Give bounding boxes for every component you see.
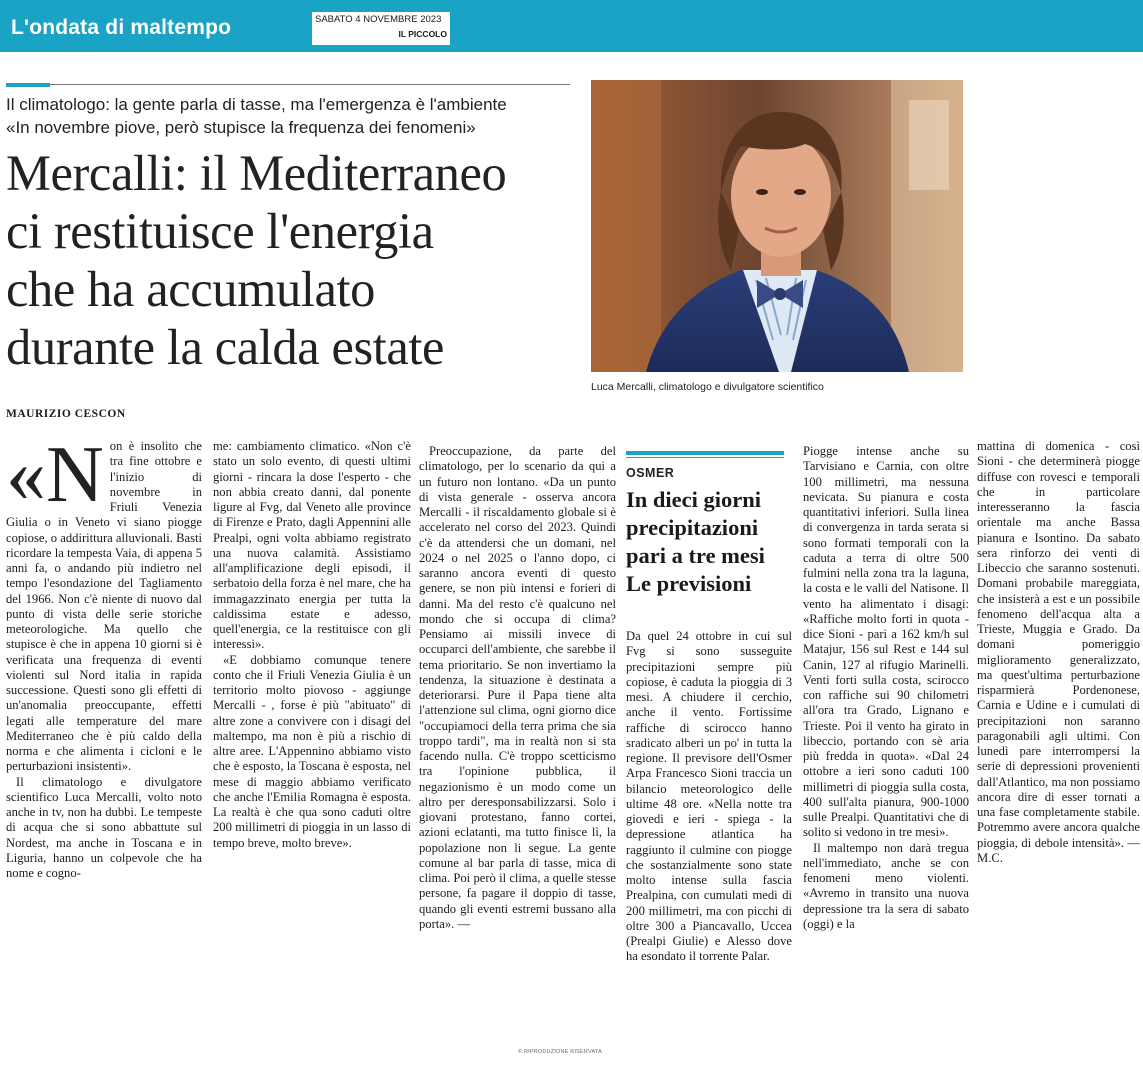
paragraph: Il climatologo e divulgatore scientifico Luca Mercalli, volto noto anche in tv, non ha dubbi. Le tempeste di acqua che si sono abbattute sul Nordest, ma anche in Toscana e in Liguria, hanno un colpevole che ha nome e cogno- [6, 774, 202, 880]
section-title: L'ondata di maltempo [11, 16, 232, 39]
kicker-line: «In novembre piove, però stupisce la frequenza dei fenomeni» [6, 118, 476, 137]
drop-cap: «N [6, 431, 104, 519]
headline-line: ci restituisce l'energia [6, 203, 434, 259]
paragraph: mattina di domenica - così Sioni - che determinerà piogge diffuse con rovesci e temporali che in particolare interesseranno la fascia orientale ma anche Bassa pianura e Isontino. Da sabato sera rinforzo dei venti di Libeccio che saranno sostenuti. Domani probabile mareggiata, che insisterà a est e un possibile fenomeno dell'acqua alta a Trieste, Muggia e Grado. Da domani pomeriggio miglioramento generalizzato, ma quest'ultima perturbazione risparmierà Pordenonese, Carnia e Udine e i cumulati di precipitazioni non saranno paragonabili agli ultimi. Con lunedì pare interrompersi la serie di depressioni provenienti dall'Atlantico, ma non possiamo ancora dire di esser tornati a una fase completamente stabile. Potremmo avere ancora qualche pioggia, di debole intensità». — M.C. [977, 439, 1140, 865]
article-column-3 [419, 444, 616, 932]
sidebar-accent [626, 451, 784, 455]
article-kicker [6, 93, 507, 139]
section-header-bar [0, 0, 1143, 52]
sidebar-headline-line: In dieci giorni [626, 487, 762, 512]
portrait-photo [591, 80, 963, 372]
photo-caption: Luca Mercalli, climatologo e divulgatore scientifico [591, 381, 824, 393]
sidebar-headline-line: Le previsioni [626, 571, 752, 596]
sidebar-column-3 [977, 439, 1140, 866]
kicker-rule [50, 84, 570, 85]
paragraph: «E dobbiamo comunque tenere conto che il Friuli Venezia Giulia è un territorio molto piovoso - aggiunge Mercalli - , forse è più "abituato" di altre zone a convivere con i disagi del maltempo, ma non è più a rischio di altre aree. L'Appennino abbiamo visto che è esposto, la Toscana è esposta, nel mese di maggio abbiamo verificato che anche l'Emilia Romagna è esposta. La realtà è che qua sono caduti oltre 200 millimetri di pioggia in un lasso di tempo breve, molto breve». [213, 652, 411, 850]
byline: MAURIZIO CESCON [6, 408, 126, 420]
copyright-note: © RIPRODUZIONE RISERVATA [518, 1049, 602, 1055]
newspaper-name: IL PICCOLO [398, 29, 447, 39]
sidebar-rule [626, 457, 784, 458]
paragraph: Il maltempo non darà tregua nell'immediato, anche se con fenomeni meno violenti. «Avremo in transito una nuova depressione tra la sera di sabato (oggi) e la [803, 840, 969, 931]
article-headline [6, 144, 576, 376]
article-column-1 [6, 431, 202, 881]
date-box [312, 12, 450, 45]
headline-line: Mercalli: il Mediterraneo [6, 145, 507, 201]
sidebar-headline-line: precipitazioni [626, 515, 759, 540]
issue-date: SABATO 4 NOVEMBRE 2023 [315, 14, 442, 25]
article-column-2 [213, 439, 411, 851]
sidebar-headline-line: pari a tre mesi [626, 543, 765, 568]
paragraph: Da quel 24 ottobre in cui sul Fvg si sono susseguite precipitazioni sempre più copiose, è caduta la pioggia di 3 mesi. A chiudere il cerchio, anche il vento. Fortissime raffiche di scirocco hanno sradicato alberi un po' in tutta la regione. Il previsore dell'Osmer Arpa Francesco Sioni traccia un bilancio meteorologico delle ultime 48 ore. «Nella notte tra giovedì e ieri - spiega - la depressione atlantica ha raggiunto il culmine con piogge che sostanzialmente sono state molto intense sulla fascia Prealpina, con cumulati medi di 200 millimetri, ma con picchi di oltre 300 a Piancavallo, Uccea (Prealpi Giulie) e Alesso dove ha esondato il torrente Palar. [626, 629, 792, 964]
paragraph: Piogge intense anche su Tarvisiano e Carnia, con oltre 100 millimetri, ma nessuna nevicata. Su pianura e costa quantitativi inferiori. Sulla linea di convergenza in tarda serata si sono formati temporali con la caduta a terra di oltre 500 fulmini nella zona tra la laguna, la costa e le valli del Natisone. Il vento ha alimentato i disagi: «Raffiche molto forti in quota - dice Sioni - pari a 162 km/h sul Matajur, 156 sul Rest e 144 sul Canin, 127 al rifugio Marinelli. Venti forti sulla costa, scirocco con raffiche sui 90 chilometri all'ora tra Grado, Lignano e Trieste. Poi il vento ha girato in libeccio, portando con sè aria più fredda in quota». «Dal 24 ottobre a ieri sono caduti 100 millimetri di pioggia sulla costa, 400 sull'alta pianura, 900-1000 sulle Prealpi. Quantitativi che di solito si vedono in tre mesi». [803, 444, 969, 840]
paragraph: on è insolito che tra fine ottobre e l'inizio di novembre in Friuli Venezia Giulia o in Veneto vi siano piogge copiose, o addirittura alluvionali. Basti ricordare la tempesta Vaia, di appena 5 anni fa, o andando più indietro nel tempo l'esondazione del Tagliamento del 1966. Non c'è niente di nuovo dal punto di vista delle serie storiche meteorologiche. Ma quello che stupisce è che in appena 10 giorni si è verificata una frequenza di eventi violenti sul Nord italia in rapida successione. Questi sono gli effetti di un'anomalia preoccupante, effetti legati alle temperature del mare Mediterraneo che è più caldo della norma e che alimenta i cicloni e le perturbazioni insistenti». [6, 439, 202, 774]
sidebar-column-1 [626, 629, 792, 965]
sidebar-label: OSMER [626, 466, 675, 480]
kicker-line: Il climatologo: la gente parla di tasse, ma l'emergenza è l'ambiente [6, 95, 507, 114]
paragraph: me: cambiamento climatico. «Non c'è stato un solo evento, di questi ultimi giorni - rincara la dose l'esperto - che non abbia creato danni, dal ponente ligure al Fvg, dal Veneto alle province di Firenze e Prato, dagli Appennini alle Prealpi, ogni volta abbiamo registrato una nuova calamità. Assistiamo all'amplificazione degli episodi, il serbatoio della forza è nel mare, che ha immagazzinato energia per tutta la caldissima estate e adesso, quell'energia, ce la restituisce con gli interessi». [213, 439, 411, 652]
sidebar-column-2 [803, 444, 969, 932]
portrait-illustration [591, 80, 963, 372]
headline-line: che ha accumulato [6, 261, 375, 317]
paragraph: Preoccupazione, da parte del climatologo, per lo scenario da qui a un futuro non lontano. «Da un punto di vista generale - osserva ancora Mercalli - il riscaldamento globale si è accelerato nel corso del 2023. Quindi c'è da attendersi che un domani, nel 2024 o nel 2025 o l'anno dopo, ci saranno ancora eventi di questo genere, se non più intensi e forieri di danni. Ma del resto c'è qualcuno nel mondo che si occupa di clima? Pensiamo ai missili invece di occuparci dell'ambiente, che sarebbe il tema prioritario. Se non invertiamo la tendenza, la situazione è destinata a deteriorarsi. Pure il Papa tiene alta l'attenzione sul clima, ogni giorno dice "occupiamoci della terra prima che sia troppo tardi", ma in realtà non si sta facendo nulla. C'è troppo scetticismo tra l'opinione pubblica, il negazionismo è un modo come un altro per deresponsabilizzarsi. Solo i giovani protestano, fanno cortei, azioni eclatanti, ma tutto finisce lì, la popolazione non li segue. La gente comune al bar parla di tasse, mica di clima. Poi però il clima, a quelle stesse persone, fa pagare il doppio di tasse, quando gli eventi estremi bussano alla porta». — [419, 444, 616, 931]
headline-line: durante la calda estate [6, 319, 445, 375]
sidebar-headline [626, 486, 791, 598]
kicker-accent [6, 83, 50, 87]
